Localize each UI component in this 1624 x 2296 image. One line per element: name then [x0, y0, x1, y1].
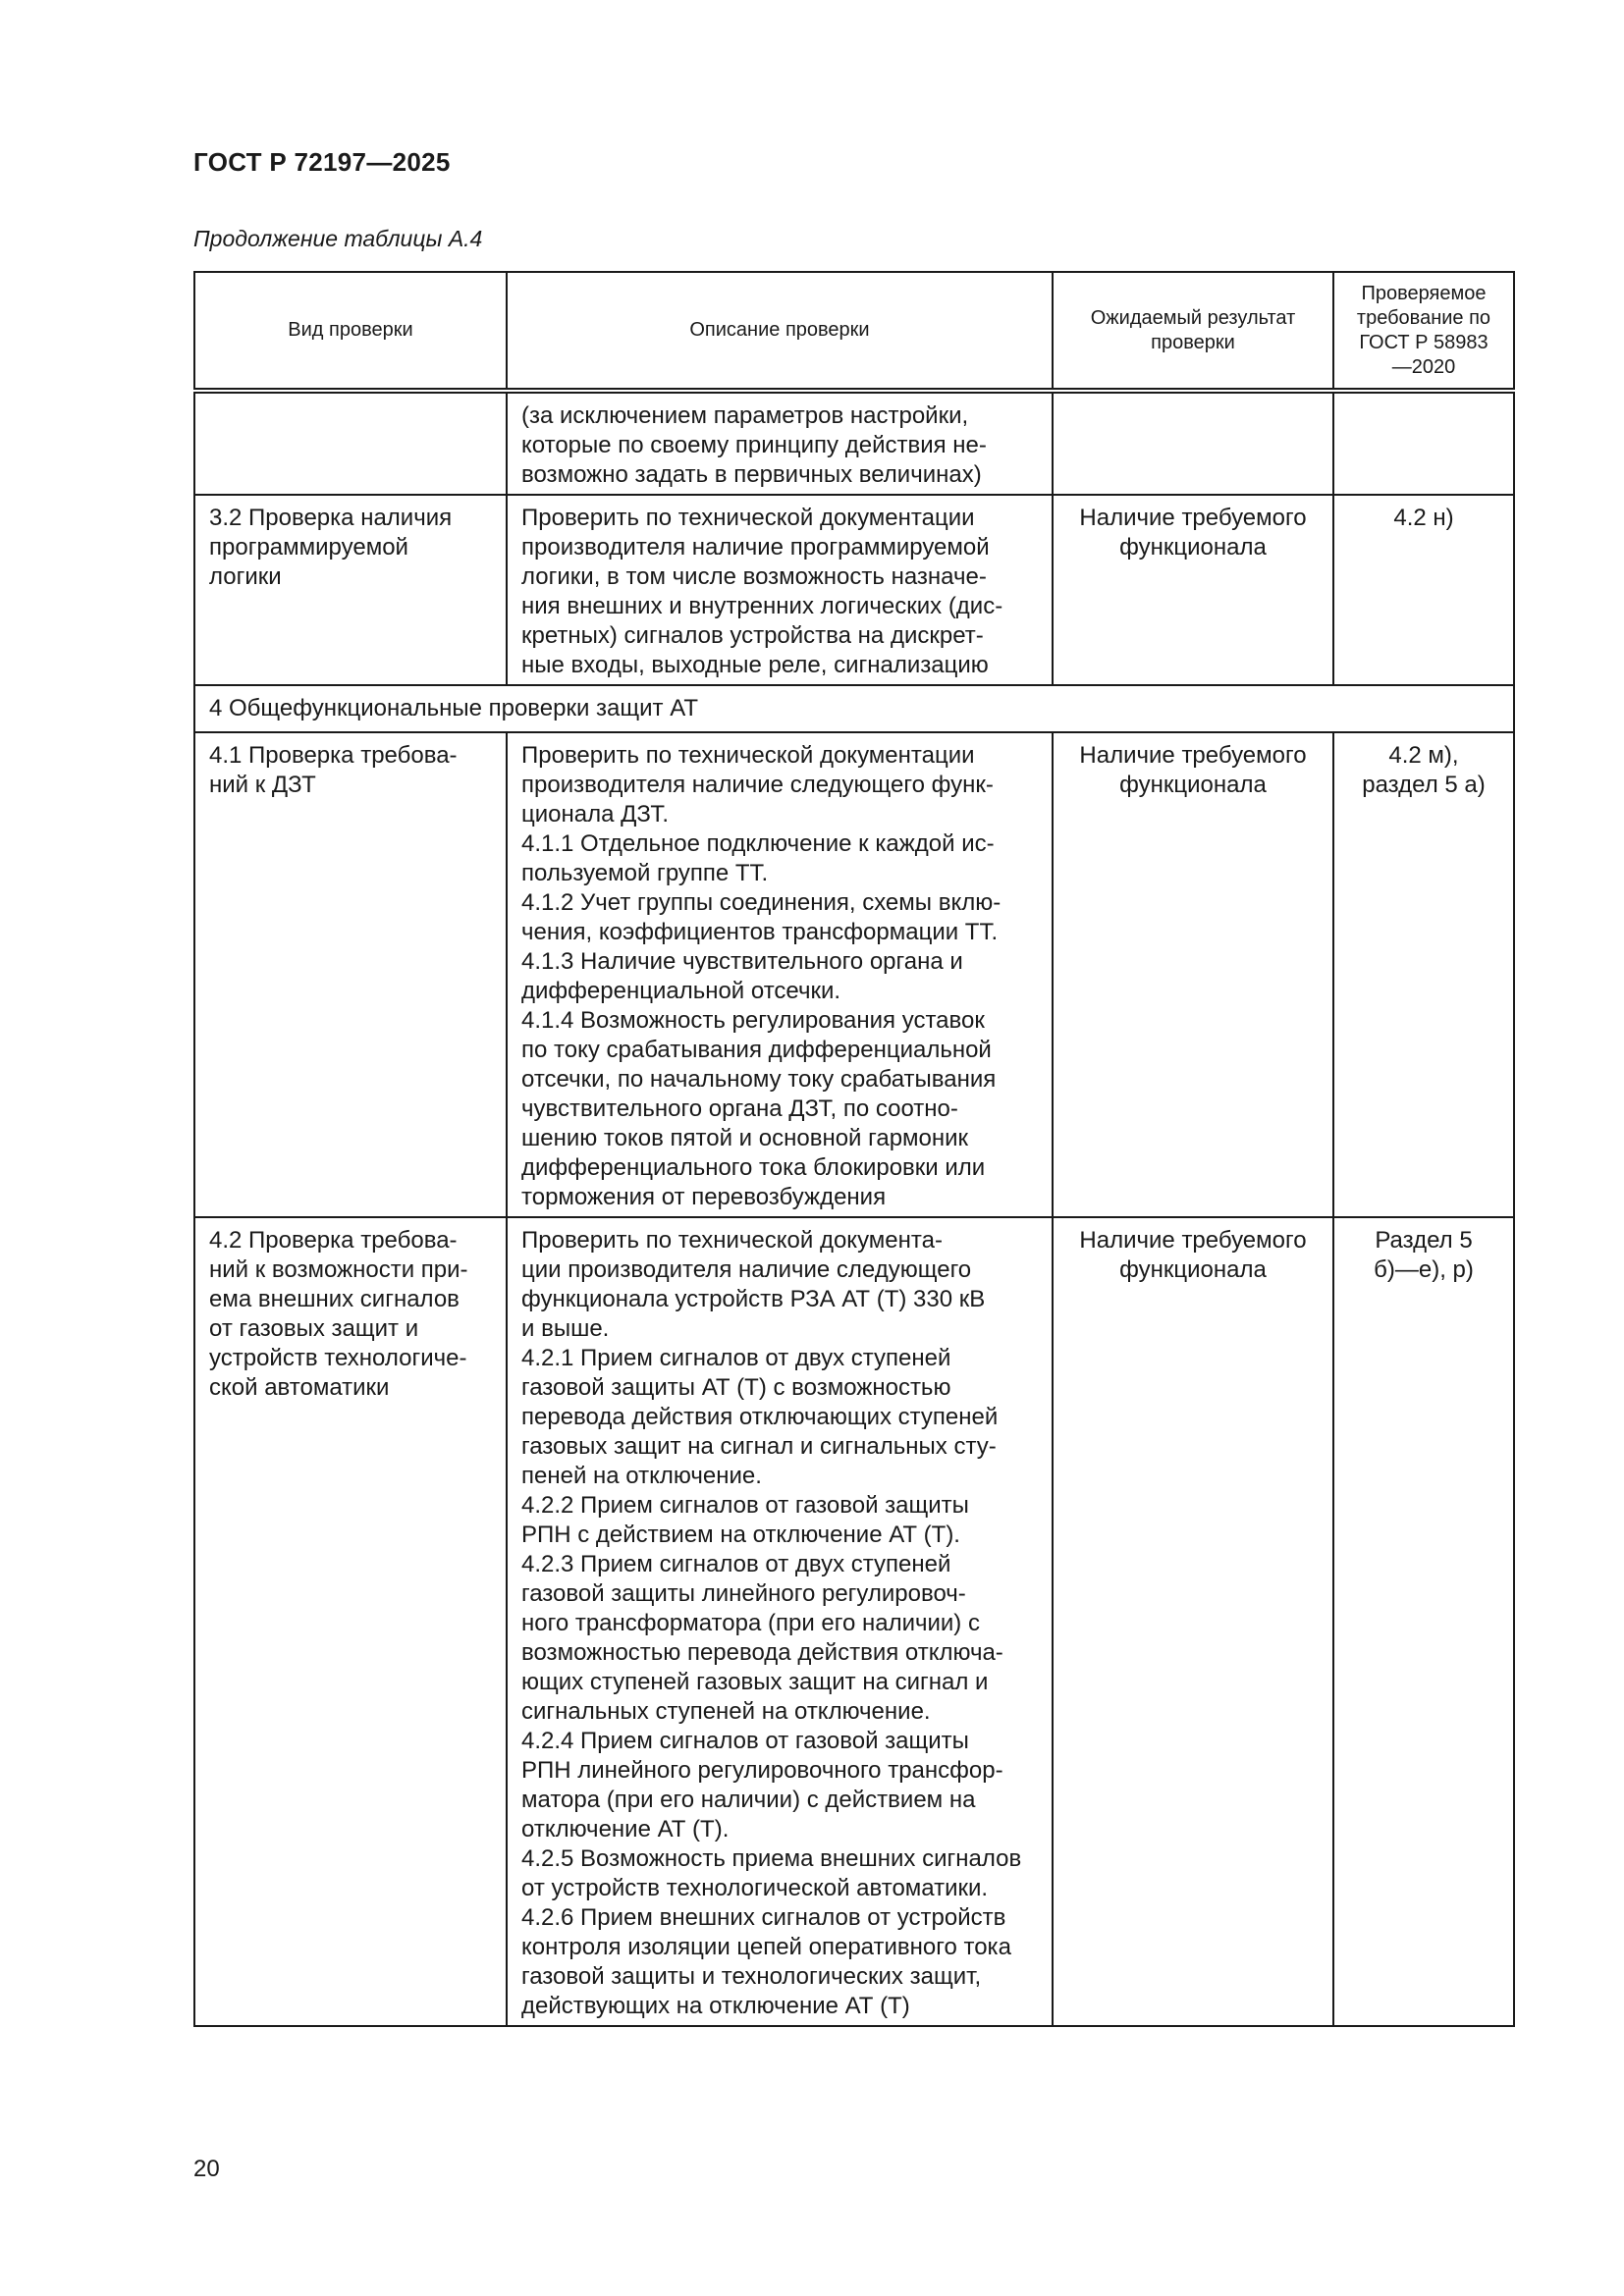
- column-header-result: Ожидаемый результат проверки: [1053, 272, 1333, 391]
- text-line: газовой защиты и технологических защит,: [521, 1963, 982, 1990]
- text-line: чувствительного органа ДЗТ, по соотно-: [521, 1095, 958, 1122]
- check-type-cell: [194, 732, 507, 1217]
- check-type-cell: [194, 391, 507, 495]
- text-line: пеней на отключение.: [521, 1463, 762, 1489]
- requirement-cell: [1333, 732, 1514, 1217]
- text-line: ные входы, выходные реле, сигнализацию: [521, 652, 989, 678]
- column-header-check: Вид проверки: [194, 272, 507, 391]
- text-line: РПН линейного регулировочного трансфор-: [521, 1757, 1003, 1784]
- text-line: раздел 5 а): [1362, 772, 1486, 798]
- text-line: функционала: [1119, 534, 1267, 561]
- text-line: газовой защиты линейного регулировоч-: [521, 1580, 966, 1607]
- text-line: устройств технологиче-: [209, 1345, 467, 1371]
- text-line: ного трансформатора (при его наличии) с: [521, 1610, 980, 1636]
- text-line: по току срабатывания дифференциальной: [521, 1037, 992, 1063]
- expected-result-cell: [1053, 495, 1333, 685]
- text-line: Проверить по технической документации: [521, 505, 975, 531]
- text-line: от газовых защит и: [209, 1315, 419, 1342]
- text-line: 4.2.4 Прием сигналов от газовой защиты: [521, 1728, 969, 1754]
- description-cell: [507, 732, 1053, 1217]
- description-cell: [507, 391, 1053, 495]
- check-type-cell: [194, 495, 507, 685]
- text-line: ний к возможности при-: [209, 1256, 468, 1283]
- text-line: 4.2.2 Прием сигналов от газовой защиты: [521, 1492, 969, 1519]
- document-header: ГОСТ Р 72197—2025: [193, 147, 451, 177]
- text-line: функционала: [1119, 1256, 1267, 1283]
- table-row: [194, 391, 1514, 495]
- text-line: которые по своему принципу действия не-: [521, 432, 987, 458]
- requirement-cell: [1333, 495, 1514, 685]
- text-line: и выше.: [521, 1315, 610, 1342]
- table-row: [194, 732, 1514, 1217]
- text-line: 4.2.6 Прием внешних сигналов от устройств: [521, 1904, 1006, 1931]
- text-line: торможения от перевозбуждения: [521, 1184, 887, 1210]
- text-line: матора (при его наличии) с действием на: [521, 1787, 976, 1813]
- text-line: возможно задать в первичных величинах): [521, 461, 982, 488]
- description-cell: [507, 495, 1053, 685]
- text-line: функционала: [1119, 772, 1267, 798]
- text-line: б)—е), р): [1374, 1256, 1474, 1283]
- text-line: отключение АТ (Т).: [521, 1816, 730, 1842]
- column-header-requirement: Проверяемое требование по ГОСТ Р 58983—2020: [1333, 272, 1514, 391]
- text-line: 4.1.3 Наличие чувствительного органа и: [521, 948, 963, 975]
- requirement-cell: [1333, 391, 1514, 495]
- text-line: 4.2.5 Возможность приема внешних сигналов: [521, 1845, 1022, 1872]
- table-row: [194, 1217, 1514, 2026]
- expected-result-cell: [1053, 391, 1333, 495]
- text-line: 3.2 Проверка наличия: [209, 505, 453, 531]
- text-line: пользуемой группе ТТ.: [521, 860, 769, 886]
- text-line: ской автоматики: [209, 1374, 390, 1401]
- text-line: Раздел 5: [1375, 1227, 1473, 1254]
- column-header-description: Описание проверки: [507, 272, 1053, 391]
- text-line: Проверить по технической документа-: [521, 1227, 943, 1254]
- text-line: 4.2 н): [1393, 505, 1454, 531]
- text-line: контроля изоляции цепей оперативного тока: [521, 1934, 1011, 1960]
- text-line: 4.2 м),: [1388, 742, 1459, 769]
- text-line: от устройств технологической автоматики.: [521, 1875, 989, 1901]
- section-title: 4 Общефункциональные проверки защит АТ: [194, 685, 1514, 732]
- text-line: (за исключением параметров настройки,: [521, 402, 969, 429]
- text-line: логики: [209, 563, 282, 590]
- text-line: дифференциального тока блокировки или: [521, 1154, 986, 1181]
- text-line: газовых защит на сигнал и сигнальных сту-: [521, 1433, 997, 1460]
- requirement-cell: [1333, 1217, 1514, 2026]
- text-line: Наличие требуемого: [1079, 505, 1307, 531]
- text-line: 4.1.1 Отдельное подключение к каждой ис-: [521, 830, 995, 857]
- text-line: 4.2.1 Прием сигналов от двух ступеней: [521, 1345, 951, 1371]
- text-line: ции производителя наличие следующего: [521, 1256, 972, 1283]
- text-line: 4.1.2 Учет группы соединения, схемы вклю-: [521, 889, 1001, 916]
- text-line: 4.1 Проверка требова-: [209, 742, 458, 769]
- text-line: производителя наличие программируемой: [521, 534, 990, 561]
- text-line: перевода действия отключающих ступеней: [521, 1404, 999, 1430]
- check-type-cell: [194, 1217, 507, 2026]
- text-line: кретных) сигналов устройства на дискрет-: [521, 622, 984, 649]
- text-line: действующих на отключение АТ (Т): [521, 1993, 910, 2019]
- table-row: [194, 495, 1514, 685]
- text-line: 4.2 Проверка требова-: [209, 1227, 458, 1254]
- text-line: 4.2.3 Прием сигналов от двух ступеней: [521, 1551, 951, 1577]
- table-body: [194, 391, 1514, 2026]
- expected-result-cell: [1053, 1217, 1333, 2026]
- text-line: РПН с действием на отключение АТ (Т).: [521, 1522, 960, 1548]
- text-line: Наличие требуемого: [1079, 742, 1307, 769]
- text-line: 4.1.4 Возможность регулирования уставок: [521, 1007, 985, 1034]
- text-line: отсечки, по начальному току срабатывания: [521, 1066, 997, 1093]
- table-section-row: [194, 685, 1514, 732]
- text-line: программируемой: [209, 534, 408, 561]
- description-cell: [507, 1217, 1053, 2026]
- text-line: чения, коэффициентов трансформации ТТ.: [521, 919, 999, 945]
- text-line: ющих ступеней газовых защит на сигнал и: [521, 1669, 989, 1695]
- text-line: ний к ДЗТ: [209, 772, 316, 798]
- text-line: логики, в том числе возможность назначе-: [521, 563, 987, 590]
- text-line: функционала устройств РЗА АТ (Т) 330 кВ: [521, 1286, 986, 1312]
- text-line: ционала ДЗТ.: [521, 801, 670, 828]
- table-header-row: [194, 272, 1514, 391]
- text-line: газовой защиты АТ (Т) с возможностью: [521, 1374, 951, 1401]
- text-line: дифференциальной отсечки.: [521, 978, 841, 1004]
- expected-result-cell: [1053, 732, 1333, 1217]
- text-line: возможностью перевода действия отключа-: [521, 1639, 1003, 1666]
- text-line: производителя наличие следующего функ-: [521, 772, 994, 798]
- text-line: шению токов пятой и основной гармоник: [521, 1125, 969, 1151]
- page-number: 20: [193, 2156, 220, 2182]
- text-line: сигнальных ступеней на отключение.: [521, 1698, 931, 1725]
- checks-table: [193, 271, 1515, 2027]
- text-line: Наличие требуемого: [1079, 1227, 1307, 1254]
- text-line: ния внешних и внутренних логических (дис-: [521, 593, 1003, 619]
- table-caption: Продолжение таблицы А.4: [193, 226, 483, 251]
- text-line: ема внешних сигналов: [209, 1286, 460, 1312]
- text-line: Проверить по технической документации: [521, 742, 975, 769]
